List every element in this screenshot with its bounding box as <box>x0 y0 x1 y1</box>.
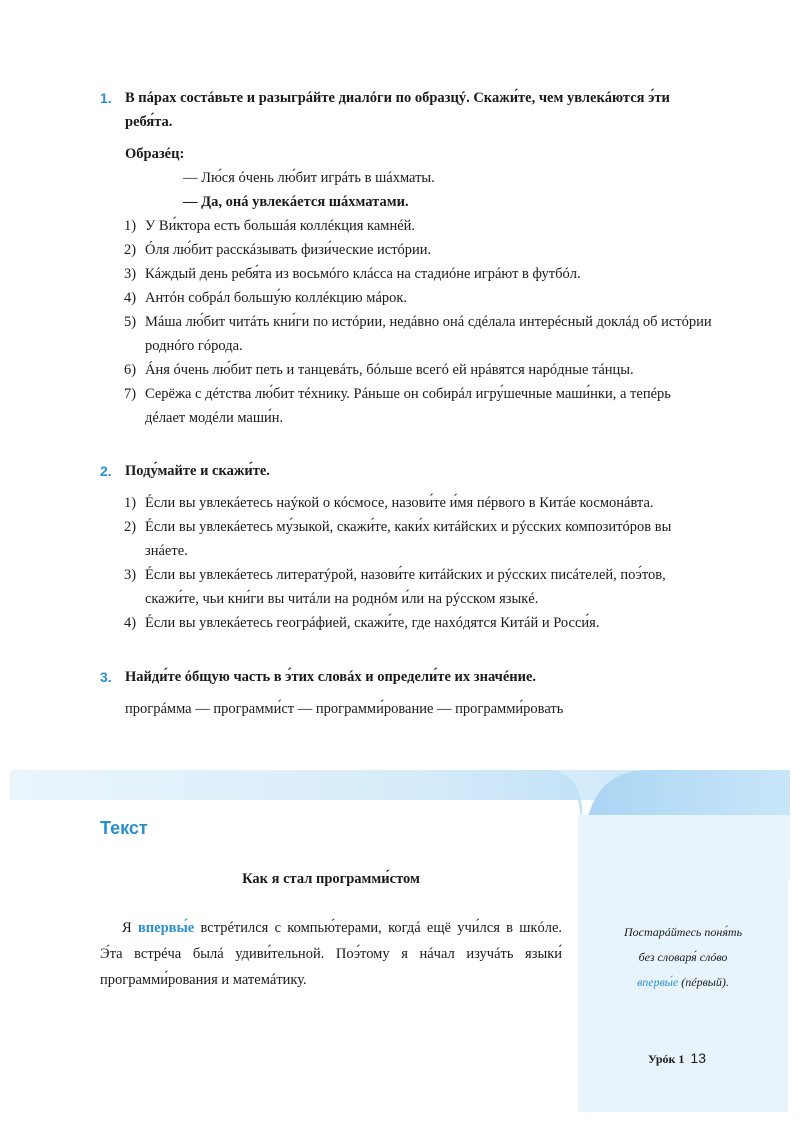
dialog-line-1: — Лю́ся óчень лю́бит игрáть в шáхматы. <box>183 170 435 186</box>
task-3-heading: 3. Найди́те óбщую часть в э́тих словáх и определи́те их значéние. <box>100 665 712 689</box>
list-item: 1) Éсли вы увлекáетесь наýкой о кóсмосе, назови́те и́мя пéрвого в Китáе космонáвта. <box>124 495 654 511</box>
list-item: 4) Антóн собрáл большу́ю коллéкцию мáрок. <box>124 290 408 306</box>
list-item: 1) У Ви́ктора есть большáя коллéкция камнéй. <box>124 218 416 234</box>
list-item: 6) Áня óчень лю́бит петь и танцевáть, бóльше всегó ей нрáвятся нарóдные тáнцы. <box>124 362 634 378</box>
word-chain: прогрáмма — программи́ст — программи́рование — программи́ровать <box>125 701 564 717</box>
page-number: 13 <box>690 1050 706 1066</box>
page-footer <box>648 1050 706 1067</box>
task-2-list <box>100 491 712 635</box>
dialog-line-2: — Да, онá увлекáется шáхматами. <box>183 194 409 210</box>
task-2-number: 2. <box>100 463 112 479</box>
side-note: Постарáйтесь поня́ть без словаря́ слóво впервы́е (пéрвый). <box>623 925 743 989</box>
task-3 <box>100 665 712 721</box>
task-3-number: 3. <box>100 669 112 685</box>
list-item: 5) Мáша лю́бит читáть кни́ги по истóрии, недáвно онá сдéлала интерéсный доклáд об истóрии роднóго гóрода. <box>124 314 712 354</box>
list-item: 4) Éсли вы увлекáетесь геогрáфией, скажи́те, где нахóдятся Китáй и Росси́я. <box>124 615 600 631</box>
list-item: 7) Серёжа с дéтства лю́бит тéхнику. Рáньше он собирáл игру́шечные маши́нки, а тепéрь дéлает модéли маши́н. <box>124 386 671 426</box>
list-item: 2) Éсли вы увлекáетесь му́зыкой, скажи́те, каки́х китáйских и рýсских композитóров вы знáете. <box>124 519 672 559</box>
list-item: 3) Éсли вы увлекáетесь литератýрой, назови́те китáйских и рýсских писáтелей, поэ́тов, скажи́те, чьи кни́ги вы читáли на роднóм и́ли на рýсском языкé. <box>124 567 666 607</box>
story-paragraph: Я впервы́е встрéтился с компью́терами, когдá ещё учи́лся в шкóле. Э́та встрéча былá удиви́тельной. Поэ́тому я нáчал изучáть языки́ программи́рования и матемáтику. <box>100 920 563 988</box>
lesson-label: Урóк 1 <box>648 1052 685 1066</box>
task-1 <box>100 86 712 430</box>
highlight-word: впервы́е <box>137 920 195 936</box>
list-item: 3) Кáждый день ребя́та из восьмóго клáсса на стадиóне игрáют в футбóл. <box>124 266 581 282</box>
task-1-number: 1. <box>100 90 112 106</box>
sample-label: Образéц: <box>125 146 185 162</box>
task-1-heading: 1. В пáрах состáвьте и разыгрáйте диалóги по образцý. Скажи́те, чем увлекáются э́ти ребя́та. <box>100 86 712 134</box>
task-2 <box>100 459 712 635</box>
section-title: Текст <box>100 818 148 838</box>
task-1-list <box>100 214 712 430</box>
task-2-heading: 2. Поду́майте и скажи́те. <box>100 459 712 483</box>
list-item: 2) Óля лю́бит расскáзывать физи́ческие истóрии. <box>124 242 432 258</box>
side-note-word: впервы́е <box>637 975 679 989</box>
story-title: Как я стал программи́стом <box>242 871 420 887</box>
